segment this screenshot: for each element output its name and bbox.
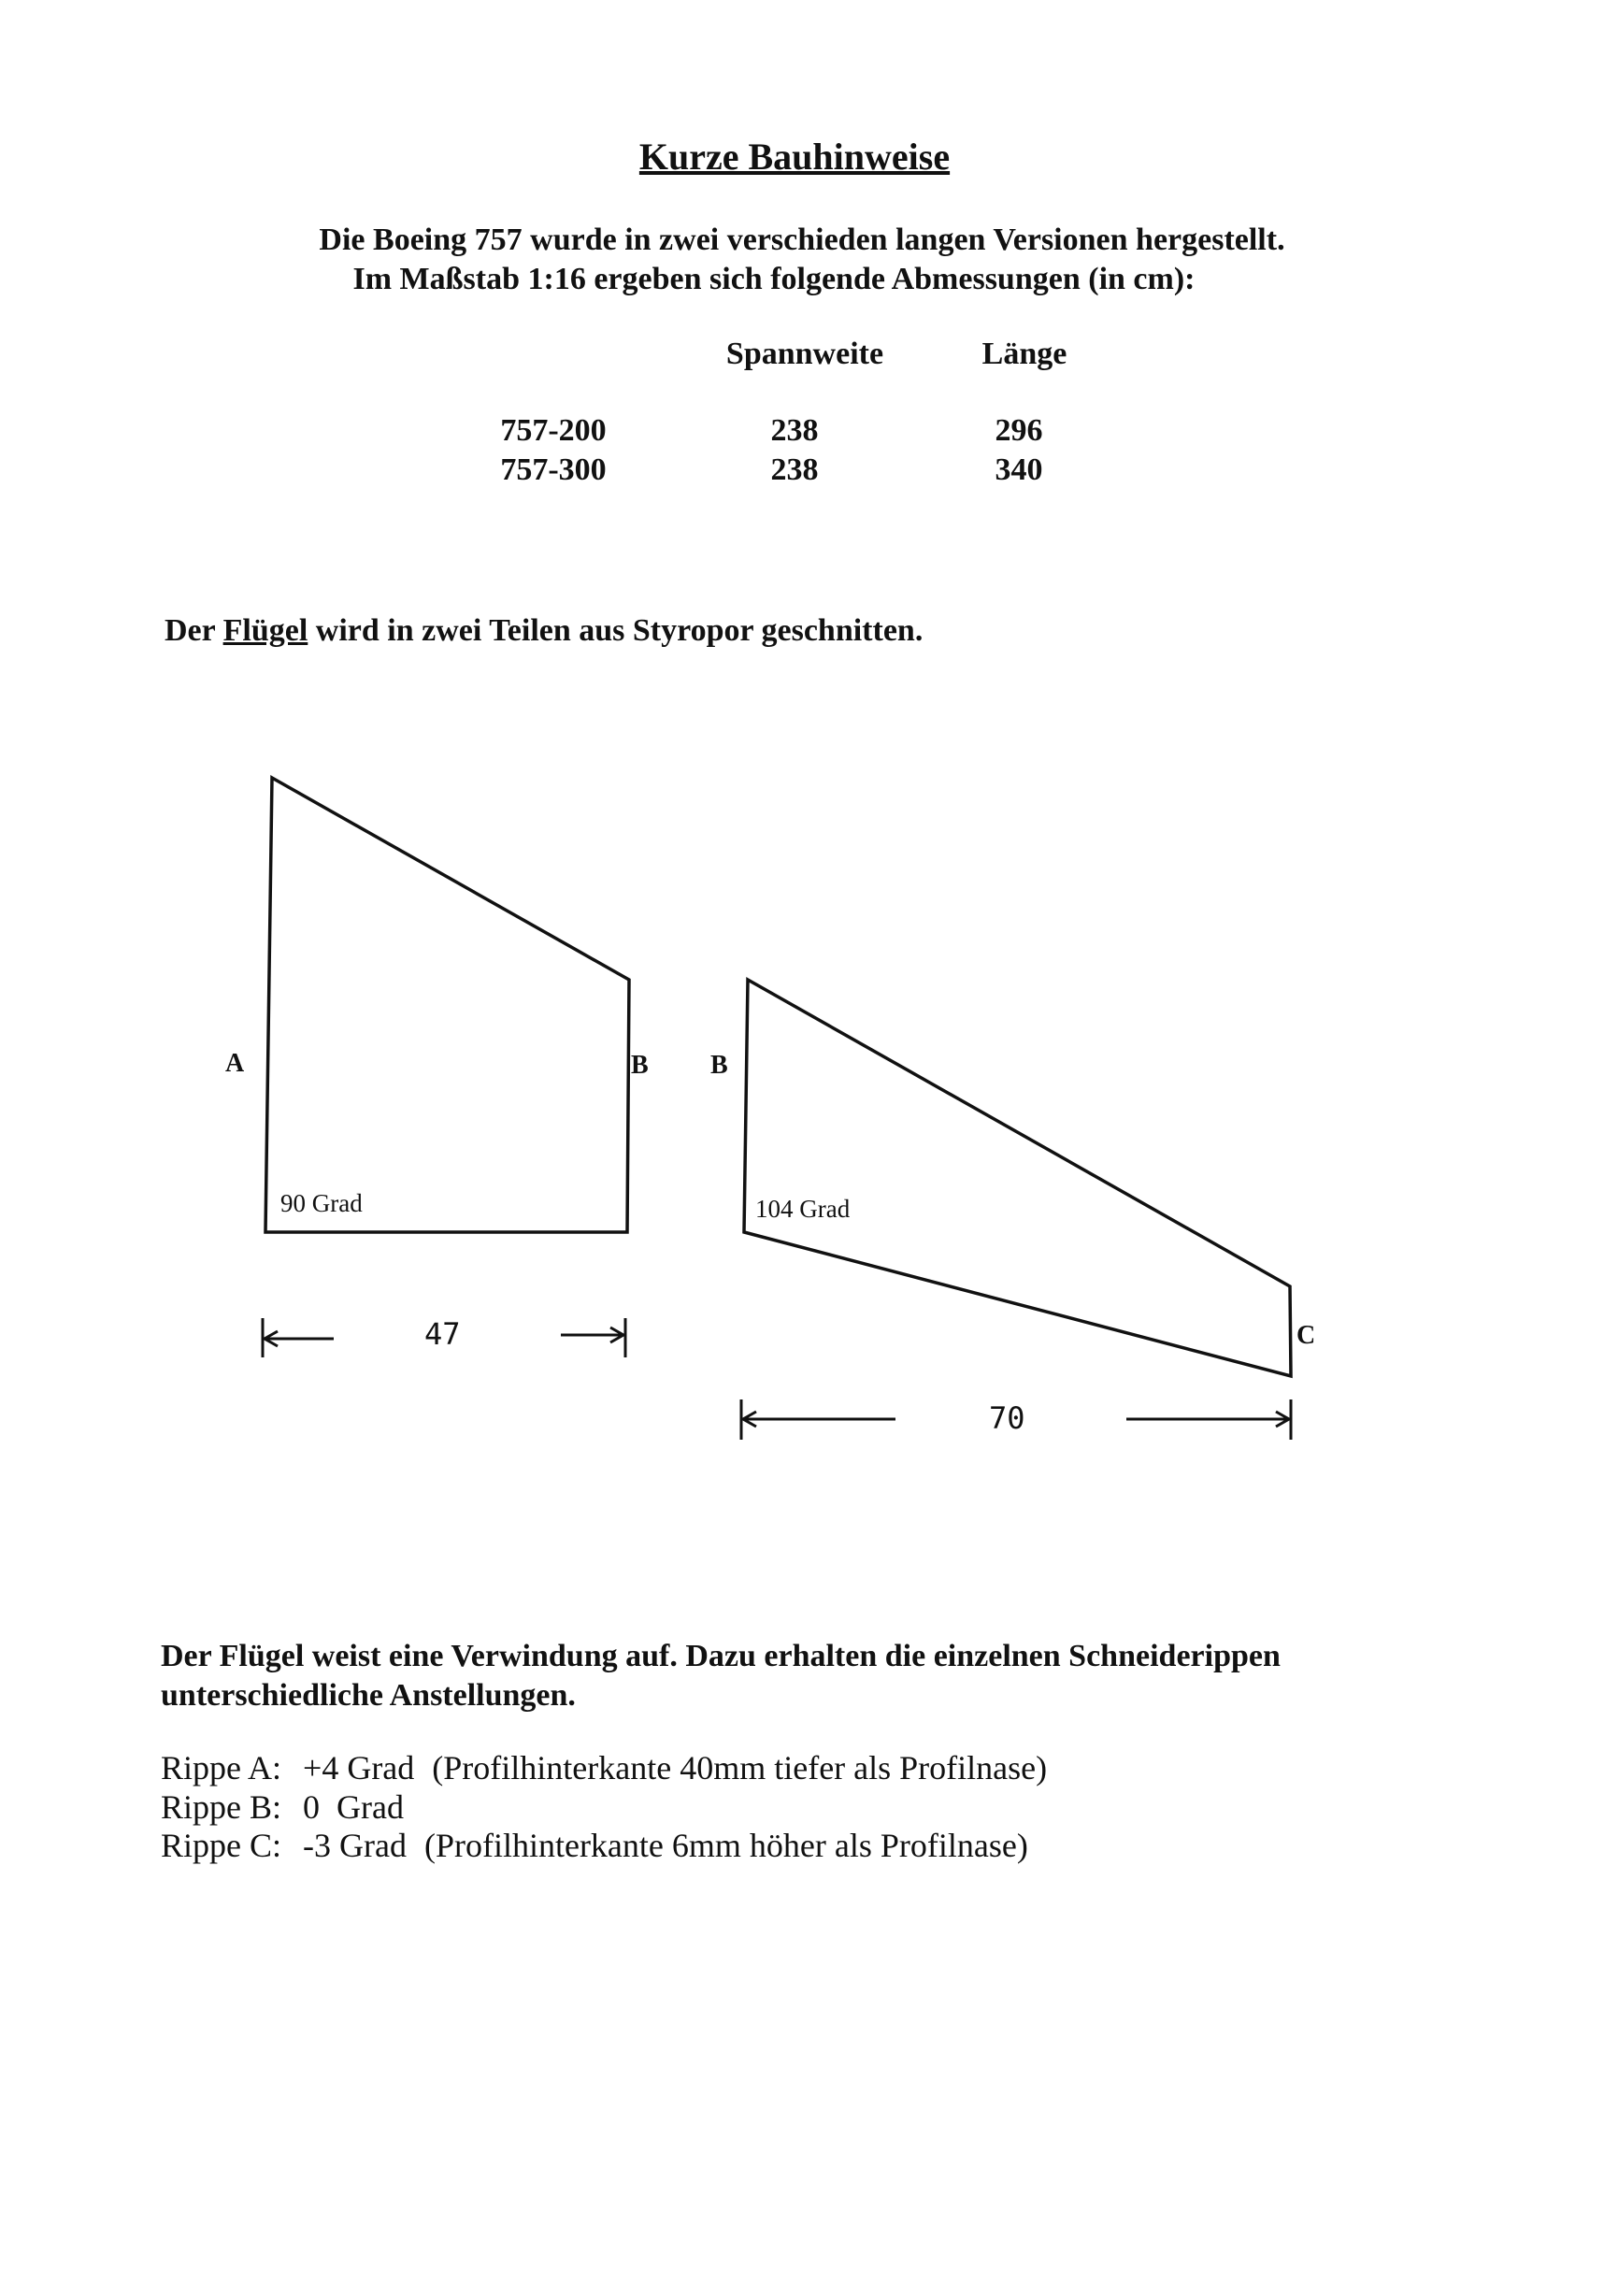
table-cell-spannweite: 238 xyxy=(770,413,819,448)
rib-name: Rippe C: xyxy=(161,1827,282,1864)
page-title: Kurze Bauhinweise xyxy=(638,136,951,178)
wing-intro-emphasis: Flügel xyxy=(222,613,308,648)
intro-line-1: Die Boeing 757 wurde in zwei verschieden langen Versionen hergestellt. xyxy=(319,222,1285,257)
rib-note: (Profilhinterkante 6mm höher als Profilnase) xyxy=(423,1827,1028,1864)
table-cell-laenge: 296 xyxy=(995,413,1043,448)
rib-name: Rippe A: xyxy=(161,1749,282,1787)
rib-value: +4 Grad xyxy=(303,1749,415,1787)
label-angle-1: 90 Grad xyxy=(280,1189,363,1217)
table-cell-model: 757-300 xyxy=(500,452,607,487)
rib-note: (Profilhinterkante 40mm tiefer als Profilnase) xyxy=(432,1749,1048,1787)
table-header-laenge: Länge xyxy=(981,337,1067,371)
wing-part-1-outline xyxy=(265,778,629,1232)
list-item xyxy=(161,1826,1028,1865)
list-item xyxy=(161,1748,1047,1787)
label-rib-a: A xyxy=(225,1049,245,1078)
rib-name: Rippe B: xyxy=(161,1788,282,1826)
wing-intro-after: wird in zwei Teilen aus Styropor geschnitten. xyxy=(308,613,924,648)
table-cell-model: 757-200 xyxy=(500,413,607,448)
table-header-spannweite: Spannweite xyxy=(725,337,884,371)
dimension-label-1: 47 xyxy=(424,1316,461,1352)
twist-line-2: unterschiedliche Anstellungen. xyxy=(161,1678,576,1713)
rib-value: 0 Grad xyxy=(303,1788,404,1826)
label-rib-b-2: B xyxy=(710,1051,728,1080)
wing-part-2-outline xyxy=(744,980,1291,1376)
label-rib-c: C xyxy=(1296,1321,1316,1350)
rib-value: -3 Grad xyxy=(303,1827,407,1864)
label-angle-2: 104 Grad xyxy=(755,1195,851,1223)
table-cell-spannweite: 238 xyxy=(770,452,819,487)
label-rib-b-1: B xyxy=(631,1051,649,1080)
wing-intro-before: Der xyxy=(165,613,223,648)
list-item xyxy=(161,1787,404,1827)
twist-line-1: Der Flügel weist eine Verwindung auf. Dazu erhalten die einzelnen Schneiderippen xyxy=(161,1639,1281,1673)
table-cell-laenge: 340 xyxy=(995,452,1043,487)
dimension-label-2: 70 xyxy=(989,1400,1025,1436)
intro-line-2: Im Maßstab 1:16 ergeben sich folgende Abmessungen (in cm): xyxy=(352,262,1196,296)
